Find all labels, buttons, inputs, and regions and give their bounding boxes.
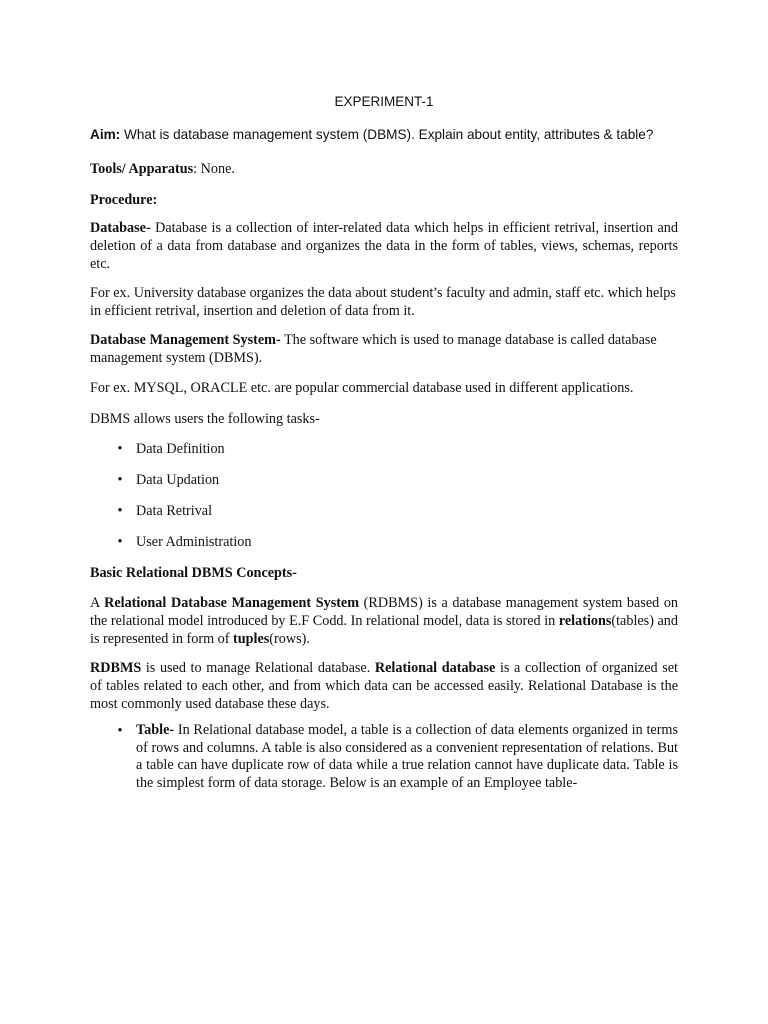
rdbms2-text-2: is a collection of organized set of tables related to each other, and from which data can be accessed easily. Relational Database is the most commonly used database these days.	[90, 660, 678, 712]
example1-suffix: ’s faculty and admin, staff etc. which helps in efficient retrival, insertion and deletion of data from it.	[90, 285, 676, 319]
rdbms-a: A	[90, 595, 105, 611]
aim-line	[90, 126, 678, 144]
rdbms-paragraph-2	[90, 659, 678, 713]
relations-term: relations	[558, 613, 612, 629]
rdbms-term: Relational Database Management System	[104, 595, 360, 611]
concepts-heading	[90, 564, 678, 582]
table-term: Table-	[136, 722, 175, 738]
dbms-paragraph	[90, 331, 678, 367]
example1-word: student	[390, 285, 433, 300]
example-paragraph-2: For ex. MYSQL, ORACLE etc. are popular commercial database used in different applications.	[90, 380, 634, 396]
list-item: Data Retrival	[136, 503, 213, 519]
dbms-text: The software which is used to manage database is called database management system (DBMS).	[90, 332, 657, 366]
aim-text: What is database management system (DBMS). Explain about entity, attributes & table?	[120, 127, 654, 142]
bullet-dot: •	[117, 472, 123, 488]
tools-text: : None.	[193, 161, 235, 177]
database-text: Database is a collection of inter-related data which helps in efficient retrival, insertion and deletion of a data from database and organizes the data in the form of tables, views, schemas, reports etc.	[90, 220, 678, 272]
list-item: Data Updation	[136, 472, 220, 488]
bullet-dot: •	[117, 503, 123, 519]
rdbms-text-2: (tables) and is represented in form of	[90, 613, 678, 647]
example-paragraph-1	[90, 284, 678, 320]
tools-line	[90, 160, 678, 178]
table-bullet	[136, 722, 678, 792]
rdbms-term-2: RDBMS	[90, 660, 142, 676]
tasks-intro: DBMS allows users the following tasks-	[90, 411, 320, 427]
bullet-dot: •	[117, 441, 123, 457]
page-title: EXPERIMENT-1	[334, 94, 434, 109]
list-item: Data Definition	[136, 441, 225, 457]
concepts-heading-text: Basic Relational DBMS Concepts-	[90, 565, 297, 581]
rdbms-text-1: (RDBMS) is a database management system based on the relational model introduced by E.F Codd. In relational model, data is stored in	[90, 595, 679, 629]
procedure-heading	[90, 191, 678, 209]
database-paragraph	[90, 219, 678, 273]
aim-label: Aim:	[90, 127, 121, 142]
list-item: User Administration	[136, 534, 252, 550]
bullet-dot: •	[117, 534, 123, 550]
table-text: In Relational database model, a table is a collection of data elements organized in terms of rows and columns. A table is also considered as a convenient representation of relations. But a table can have duplicate row of data while a true relation cannot have duplicate data. Table is the simplest form of data storage. Below is an example of an Employee table-	[136, 722, 678, 791]
rdbms2-text-1: is used to manage Relational database.	[141, 660, 375, 676]
tools-label: Tools/ Apparatus	[90, 161, 194, 177]
dbms-term: Database Management System-	[90, 332, 281, 348]
tuples-term: tuples	[233, 631, 270, 647]
database-term: Database-	[90, 220, 151, 236]
rdbms-text-3: (rows).	[269, 631, 310, 647]
procedure-heading-text: Procedure:	[90, 192, 158, 208]
bullet-dot: •	[117, 723, 123, 739]
example1-prefix: For ex. University database organizes the data about	[90, 285, 391, 301]
rdbms-paragraph	[90, 594, 678, 648]
relational-database-term: Relational database	[374, 660, 496, 676]
